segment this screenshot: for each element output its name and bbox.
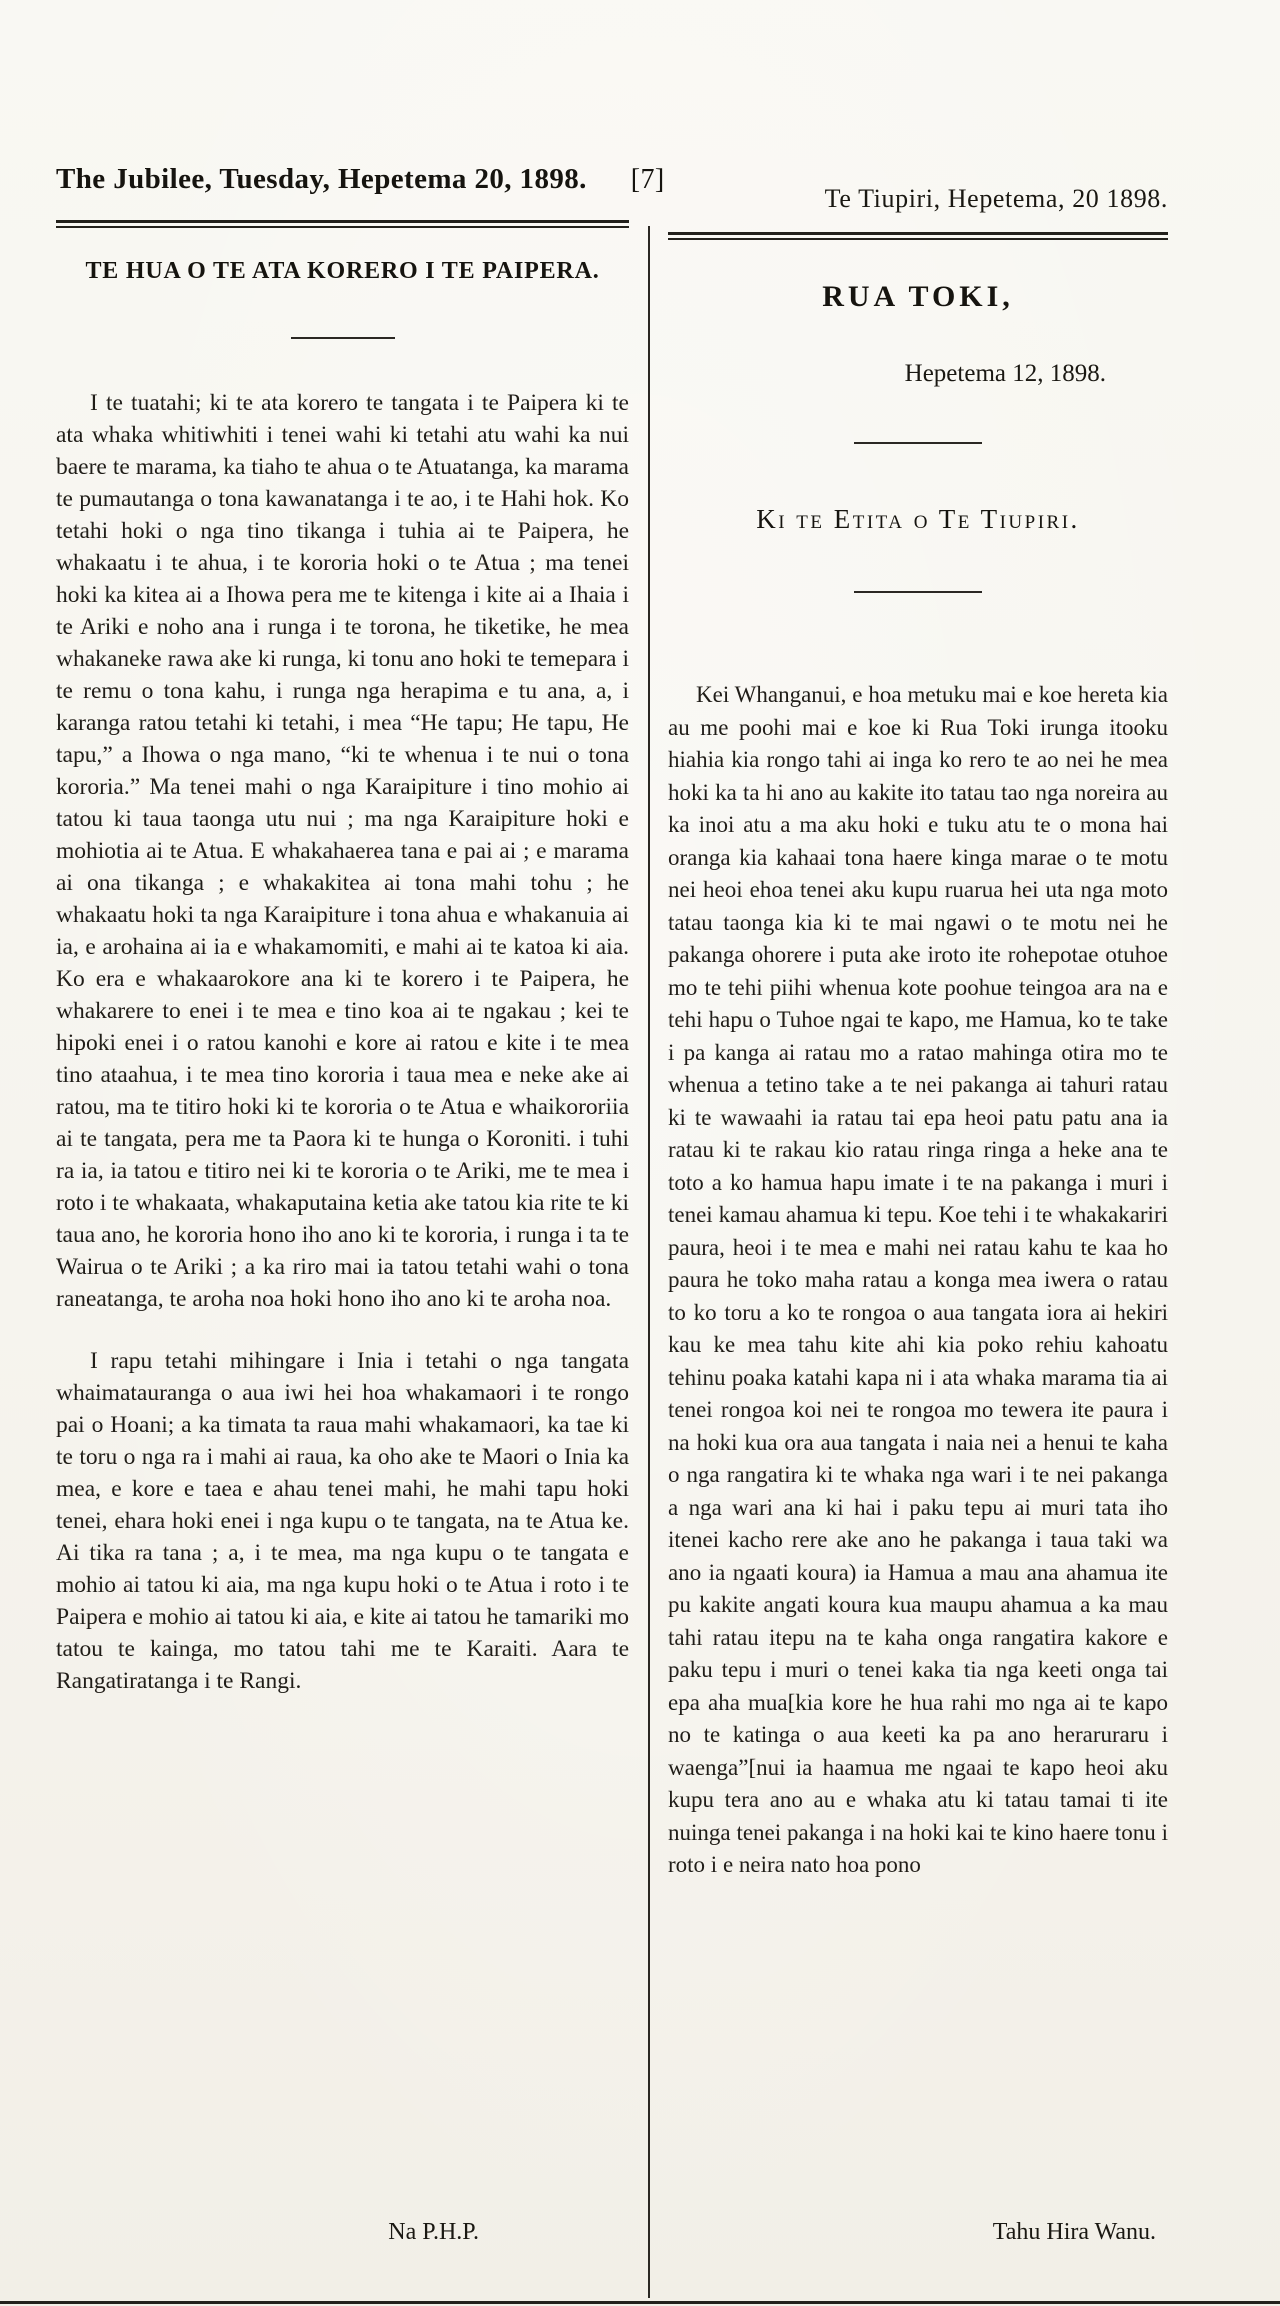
masthead-right-title: Te Tiupiri, Hepetema, 20 1898. — [824, 184, 1168, 213]
letter-divider-bottom — [854, 591, 982, 593]
article-title: TE HUA O TE ATA KORERO I TE PAIPERA. — [85, 258, 600, 284]
letter-divider-top — [854, 442, 982, 444]
masthead-left — [56, 163, 665, 196]
letter-date: Hepetema 12, 1898. — [904, 360, 1106, 387]
letter-paragraph: Kei Whanganui, e hoa metuku mai e koe hereta kia au me poohi mai e koe ki Rua Toki irunga itooku hiahia kia rongo tahi ai inga ko rero te ao nei he mea hoki ka ta hi ano au kakite ito tatau tao nga noreira au ka inoi atu a ma aku hoki e tuku atu te o mona hai oranga kia kahaai tona haere kinga marae o te motu nei heoi ehoa tenei aku kupu ruarua hei uta nga moto tatau taonga kia ki te mai ngawi o te motu nei he pakanga ohorere i puta ake iroto ite rohepotae otuhoe mo te tehi piihi whenua kote poohue teingoa ara na e tehi hapu o Tuhoe ngai te kapo, me Hamua, ko te take i pa kanga ai ratau mo a ratao mahinga otira mo te whenua a tetino take a te nei pakanga ai tahuri ratau ki te wawaahi ia ratau tai epa heoi patu patu ana ia ratau ki te rakau kio ratau ringa ringa a heke ana te toto a ko hamua hapu imate i te na pakanga i muri i tenei kamau ahamua ki tepu. Koe tehi i te whakakariri paura, heoi i te mea e mahi nei ratau kahu te kaa ho paura he toko maha ratau a konga mea iwera o ratau to ko toru a ko te rongoa o aua tangata iora ai hekiri kau ke mea tahu kite ahi kia poko rehiu kahoatu tehinu poaka katahi kapa ni i ata whaka marama tia ai tenei rongoa koi nei te rongoa mo tewera ite paura i na hoki kua ora aua tangata i naia nei a henui te kaha o nga rangatira ki te whaka nga wari i te nei pakanga a nga wari ana ki hai i paku tepu ai muri tata iho itenei kacho rere ake ano he pakanga i taua taki wa ano ia ngaati koura) ia Hamua a mau ana ahamua ite pu kakite angati koura kua maupu ahamua a ka mau tahi ratau itepu na te kaha onga rangatira kakore e paku tepu i muri o tenei kaka tia nga keeti onga tai epa aha mua[kia kore he hua rahi mo nga ai te kapo no te katinga o aua keeti ka pa ano heraruraru i waenga”[nui ia haamua me ngaai te kapo heoi aku kupu tera ano au e whaka atu ki tatau tamai ti ite nuinga tenei pakanga i na hoki kai te kino haere tonu i roto i e neira nato hoa pono — [668, 682, 1168, 1877]
masthead-left-title: The Jubilee, Tuesday, Hepetema 20, 1898. — [56, 163, 587, 195]
letter-title: RUA TOKI, — [822, 280, 1014, 313]
article-divider — [291, 337, 395, 339]
page-number: [7] — [630, 164, 665, 195]
article-paragraph-1: I te tuatahi; ki te ata korero te tangata i te Paipera ki te ata whaka whitiwhiti i tenei wahi ki tetahi atu wahi ka nui baere te marama, ka tiaho te ahua o te Atuatanga, ka marama te pumautanga o tona kawanatanga i te ao, i te Hahi hok. Ko tetahi hoki o nga tino tikanga i tuhia ai te Paipera, he whakaatu i te ahua, i te kororia hoki o te Atua ; ma tenei hoki ka kitea ai a Ihowa pera me te kitenga i kite ai a Ihaia i te Ariki e noho ana i runga i te torona, he tiketike, he mea whakaneke rawa ake ki runga, ki tonu ano hoki te temepara i te remu o tona kahu, i runga nga herapima e tu ana, a, i karanga ratou tetahi ki tetahi, i mea “He tapu; He tapu, He tapu,” a Ihowa o nga mano, “ki te whenua i te nui o tona kororia.” Ma tenei mahi o nga Karaipiture i tino mohio ai tatou ki taua taonga utu nui ; ma nga Karaipiture hoki e mohiotia ai te Atua. E whakahaerea tana e pai ai ; e marama ai ona tikanga ; e whakakitea ai tona mahi tohu ; he whakaatu hoki ta nga Karaipiture i tona ahua e whakanuia ai ia, e arohaina ai ia e whakamomiti, e mahi ai te katoa ki aia. Ko era e whakaarokore ana ki te korero i te Paipera, he whakarere to enei i te mea e tino koa ai te ngakau ; kei te hipoki enei i o ratou kanohi e kore ai ratou e kite i te mea tino ataahua, i te mea tino kororia i taua mea e neke ake ai ratou, ma te titiro hoki ki te kororia o te Atua e whaikororiia ai te tangata, pera me ta Paora ki te hunga o Koroniti. i tuhi ra ia, ia tatou e titiro nei ki te kororia o te Ariki, me te mea i roto i te whakaata, whakaputaina ketia ake tatou kia rite te ki taua ano, he kororia hono iho ano ki te kororia, i runga i ta te Wairua o te Ariki ; a ka riro mai ia tatou tetahi wahi o tona raneatanga, te aroha noa hoki hono iho ano ki te aroha noa. — [56, 390, 629, 1312]
article-signature: Na P.H.P. — [388, 2219, 479, 2245]
letter-signature: Tahu Hira Wanu. — [992, 2219, 1156, 2245]
letter-salutation: Ki te Etita o Te Tiupiri. — [756, 504, 1080, 534]
right-header-rule — [668, 232, 1168, 240]
bottom-rule — [0, 2301, 1280, 2304]
column-divider-rule — [648, 226, 650, 2298]
article-paragraph-2: I rapu tetahi mihingare i Inia i tetahi o nga tangata whaimatauranga o aua iwi hei hoa whakamaori i te rongo pai o Hoani; a ka timata ta raua mahi whakamaori, ka tae ki te toru o nga ra i mahi ai raua, ka oho ake te Maori o Inia ka mea, e kore e taea e ahau tenei mahi, he mahi tapu hoki tenei, ehara hoki enei i nga kupu o te tangata, na te Atua ke. Ai tika ra tana ; a, i te mea, ma nga kupu o te tangata e mohio ai tatou ki aia, ma nga kupu hoki o te Atua i roto i te Paipera e mohio ai tatou ki aia, e kite ai tatou he tamariki mo tatou te kainga, mo tatou tahi me te Karaiti. Aara te Rangatiratanga i te Rangi. — [56, 1348, 629, 1694]
left-header-rule — [56, 220, 629, 228]
left-column — [56, 220, 629, 2280]
right-column — [668, 232, 1168, 2280]
